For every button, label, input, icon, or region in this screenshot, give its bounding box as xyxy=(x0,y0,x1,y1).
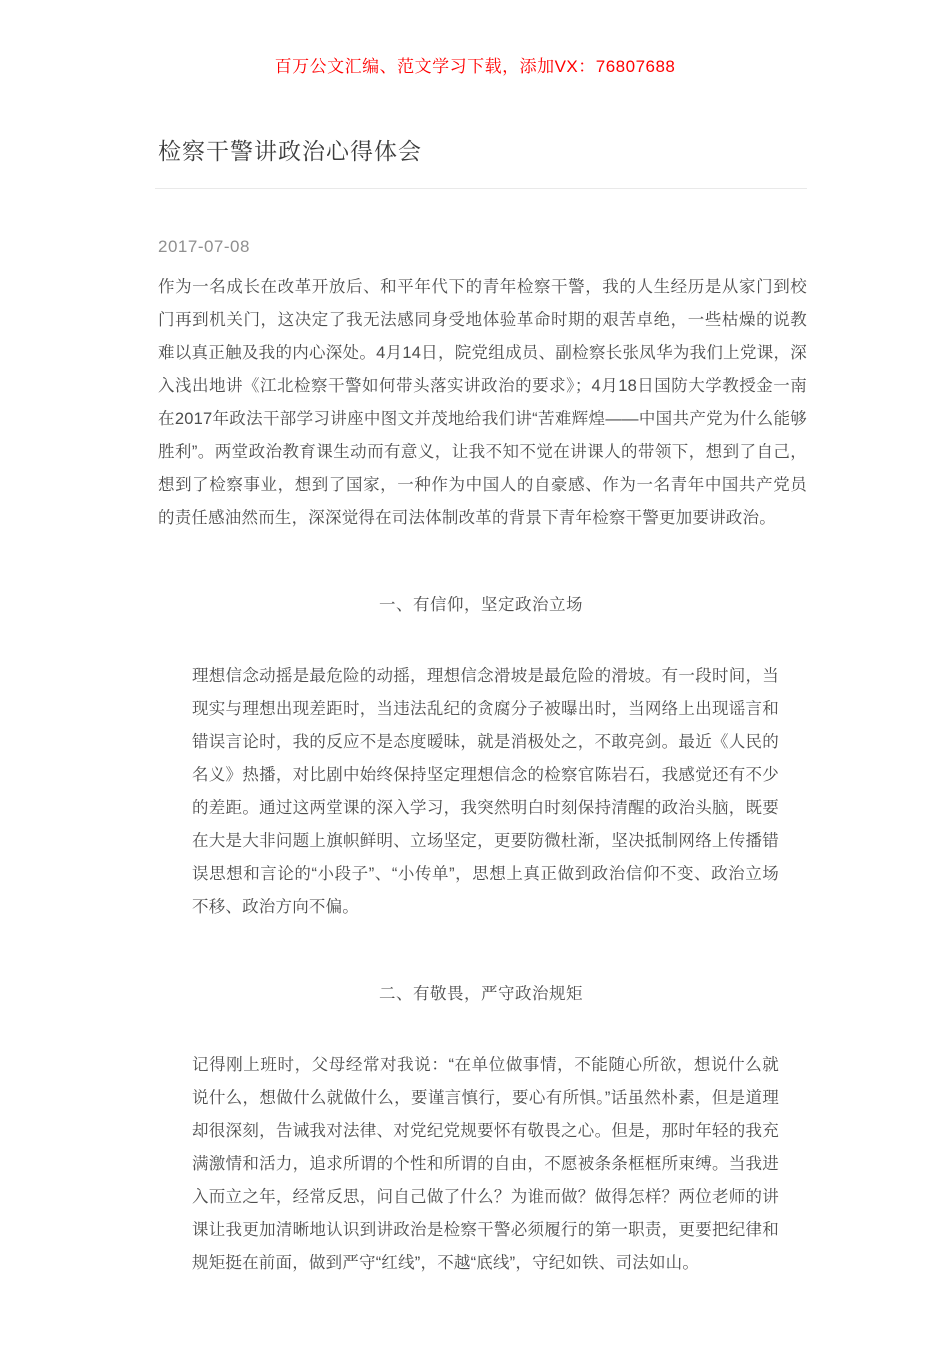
section-body-2: 记得刚上班时，父母经常对我说：“在单位做事情，不能随心所欲，想说什么就说什么，想做什么就做什么，要谨言慎行，要心有所惧。”话虽然朴素，但是道理却很深刻，告诫我对法律、对党纪党规要怀有敬畏之心。但是，那时年轻的我充满激情和活力，追求所谓的个性和所谓的自由，不愿被条条框框所束缚。当我进入而立之年，经常反思，问自己做了什么？为谁而做？做得怎样？两位老师的讲课让我更加清晰地认识到讲政治是检察干警必须履行的第一职责，更要把纪律和规矩挺在前面，做到严守“红线”，不越“底线”，守纪如铁、司法如山。 xyxy=(192,1055,779,1272)
article-date: 2017-07-08 xyxy=(158,236,250,256)
title-divider xyxy=(155,188,807,189)
section-heading-1: 一、有信仰，坚定政治立场 xyxy=(379,595,583,614)
intro-paragraph: 作为一名成长在改革开放后、和平年代下的青年检察干警，我的人生经历是从家门到校门再到机关门，这决定了我无法感同身受地体验革命时期的艰苦卓绝，一些枯燥的说教难以真正触及我的内心深处。4月14日，院党组成员、副检察长张凤华为我们上党课，深入浅出地讲《江北检察干警如何带头落实讲政治的要求》；4月18日国防大学教授金一南在2017年政法干部学习讲座中图文并茂地给我们讲“苦难辉煌——中国共产党为什么能够胜利”。两堂政治教育课生动而有意义，让我不知不觉在讲课人的带领下，想到了自己，想到了检察事业，想到了国家，一种作为中国人的自豪感、作为一名青年中国共产党员的责任感油然而生，深深觉得在司法体制改革的背景下青年检察干警更加要讲政治。 xyxy=(158,277,807,527)
promo-banner: 百万公文汇编、范文学习下载，添加VX：76807688 xyxy=(274,57,676,76)
section-body-1: 理想信念动摇是最危险的动摇，理想信念滑坡是最危险的滑坡。有一段时间，当现实与理想出现差距时，当违法乱纪的贪腐分子被曝出时，当网络上出现谣言和错误言论时，我的反应不是态度暧昧，就是消极处之，不敢亮剑。最近《人民的名义》热播，对比剧中始终保持坚定理想信念的检察官陈岩石，我感觉还有不少的差距。通过这两堂课的深入学习，我突然明白时刻保持清醒的政治头脑，既要在大是大非问题上旗帜鲜明、立场坚定，更要防微杜渐，坚决抵制网络上传播错误思想和言论的“小段子”、“小传单”，思想上真正做到政治信仰不变、政治立场不移、政治方向不偏。 xyxy=(192,666,779,916)
section-heading-2: 二、有敬畏，严守政治规矩 xyxy=(379,984,583,1003)
bottom-spacer xyxy=(155,1280,807,1370)
page-title: 检察干警讲政治心得体会 xyxy=(158,138,422,164)
article-body xyxy=(155,137,807,1370)
